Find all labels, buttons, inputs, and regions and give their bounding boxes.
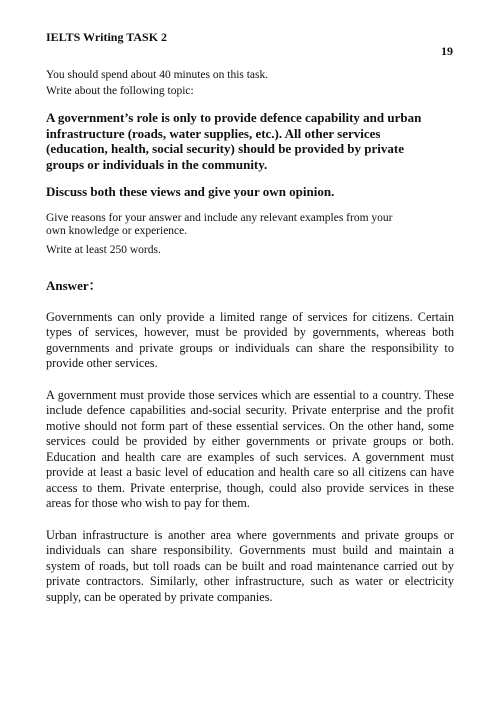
- page-number: 19: [441, 44, 453, 58]
- reasons-instruction: Give reasons for your answer and include any relevant examples from your own knowledge or experience.: [46, 211, 393, 237]
- essay-topic: A government’s role is only to provide defence capability and urban infrastructure (roads, water supplies, etc.). All other services (education, health, social security) should be provided by private groups or individuals in the community.: [46, 110, 422, 172]
- answer-heading: Answer：: [46, 277, 102, 293]
- answer-paragraph: Urban infrastructure is another area where governments and private groups or individuals can share responsibility. Governments must build and maintain a system of roads, but toll roads can be built and road maintenance carried out by private contractors. Similarly, other infrastructure, such as water or electricity supply, can be operated by private companies.: [46, 527, 454, 604]
- write-instruction: Write about the following topic:: [46, 85, 194, 97]
- discuss-instruction: Discuss both these views and give your own opinion.: [46, 184, 335, 200]
- answer-body: [46, 310, 454, 606]
- header-title: IELTS Writing TASK 2: [46, 30, 168, 44]
- answer-paragraph: Governments can only provide a limited range of services for citizens. Certain types of services, however, must be provided by governments, whereas both governments and private groups or individuals can share the responsibility to provide other services.: [46, 309, 454, 371]
- time-instruction: You should spend about 40 minutes on this task.: [46, 69, 269, 81]
- word-count-instruction: Write at least 250 words.: [46, 243, 161, 256]
- task-content: [46, 68, 454, 605]
- answer-paragraph: A government must provide those services which are essential to a country. These include defence capabilities and-social security. Private enterprise and the profit motive should not form part of these essential services. On the other hand, some services could be provided by either governments or private groups or both. Education and health care are examples of such services. A government must provide at least a basic level of education and health care so all citizens can have access to them. Private enterprise, though, could also provide services in these areas for those who wish to pay for them.: [46, 387, 454, 511]
